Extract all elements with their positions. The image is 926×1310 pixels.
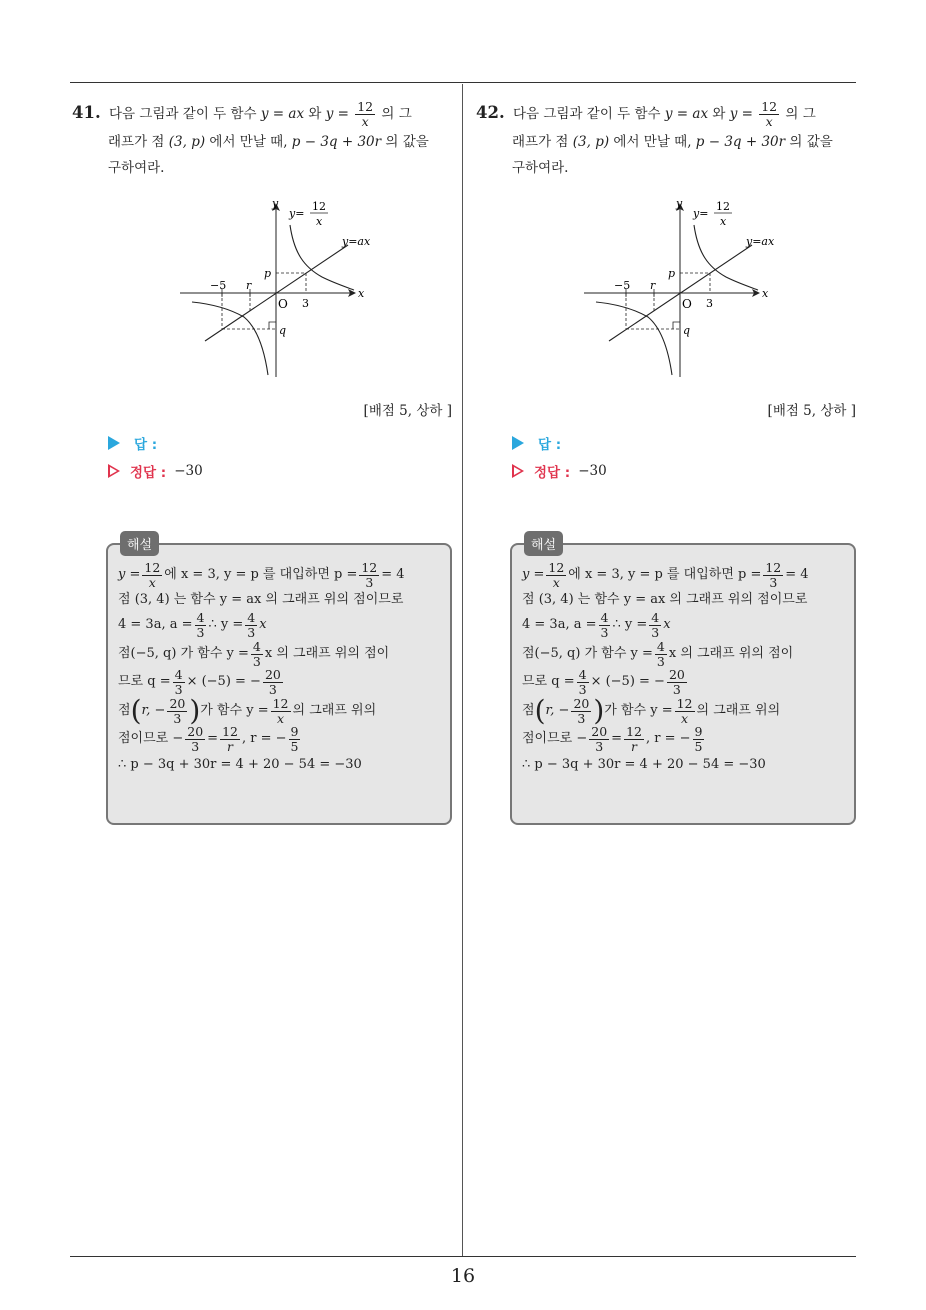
y-axis-label: y (676, 196, 683, 210)
fraction: $\frac{12}{x}$ (761, 99, 778, 129)
question-41 (72, 100, 454, 825)
footer-rule (70, 1256, 856, 1257)
solution-box (510, 537, 856, 825)
solution-line: y = $\frac{12}{x}$ 에 x = 3, y = p 를 대입하면 p = $\frac{12}{3}$ = 4 (118, 559, 405, 590)
question-number: 42. (476, 103, 505, 122)
correct-answer-label: 정답 : (534, 464, 571, 481)
correct-answer-value: −30 (578, 462, 607, 479)
line-label: y=ax (342, 234, 371, 248)
curve-label-den: x (316, 214, 323, 228)
curve-label-den: x (720, 214, 727, 228)
right-angle-mark (269, 322, 276, 329)
function-graph (172, 195, 372, 385)
hyperbola-q3 (596, 302, 672, 375)
correct-answer-label: 정답 : (130, 464, 167, 481)
solution-line: 점(−5, q) 가 함수 y = $\frac{4}{3}$ x 의 그래프 위의 점이 (118, 638, 390, 669)
x-axis-label: x (358, 286, 365, 300)
y-axis-label: y (272, 196, 279, 210)
play-triangle-icon (512, 436, 524, 450)
solution-tag: 해설 (120, 531, 159, 556)
question-line-2: 래프가 점 (3, p) 에서 만날 때, p − 3q + 30r 의 값을 (512, 133, 833, 150)
solution-line: 점 ( r, − $\frac{20}{3}$ ) 가 함수 y = $\frac{12}{x}$ 의 그래프 위의 (522, 694, 781, 727)
hyperbola-q3 (192, 302, 268, 375)
column-divider (462, 84, 463, 1256)
outline-triangle-icon (512, 464, 524, 478)
solution-tag: 해설 (524, 531, 563, 556)
solution-line: 점 ( r, − $\frac{20}{3}$ ) 가 함수 y = $\frac{12}{x}$ 의 그래프 위의 (118, 694, 377, 727)
function-graph (576, 195, 776, 385)
tick-r-label: r (650, 278, 656, 292)
solution-line: 점(−5, q) 가 함수 y = $\frac{4}{3}$ x 의 그래프 위의 점이 (522, 638, 794, 669)
solution-line: 점이므로 − $\frac{20}{3}$ = $\frac{12}{r}$ , r = − $\frac{9}{5}$ (522, 724, 703, 754)
outline-triangle-icon (108, 464, 120, 478)
solution-line: 4 = 3a, a = $\frac{4}{3}$ ∴ y = $\frac{4}{3}$ x (522, 610, 671, 640)
score-label: [배점 5, 상하 ] (767, 402, 856, 419)
solution-line: 점 (3, 4) 는 함수 y = ax 의 그래프 위의 점이므로 (118, 592, 404, 608)
header-rule (70, 82, 856, 83)
question-line-2: 래프가 점 (3, p) 에서 만날 때, p − 3q + 30r 의 값을 (108, 133, 429, 150)
correct-answer-value: −30 (174, 462, 203, 479)
solution-box (106, 537, 452, 825)
answer-row (108, 433, 454, 453)
solution-body (522, 561, 846, 776)
solution-line: 므로 q = $\frac{4}{3}$ × (−5) = − $\frac{20}{3}$ (118, 667, 281, 697)
curve-label-lhs: y= (693, 206, 709, 220)
x-axis-label: x (762, 286, 769, 300)
curve-label-lhs: y= (289, 206, 305, 220)
question-line-1: 41. 다음 그림과 같이 두 함수 y = ax 와 y = $\frac{12}{x}$ 의 그 (72, 99, 412, 129)
solution-line: ∴ p − 3q + 30r = 4 + 20 − 54 = −30 (118, 756, 362, 772)
fraction: $\frac{12}{x}$ (357, 99, 374, 129)
origin-label: O (278, 296, 288, 311)
curve-label-num: 12 (716, 199, 730, 213)
solution-line: y = $\frac{12}{x}$ 에 x = 3, y = p 를 대입하면 p = $\frac{12}{3}$ = 4 (522, 559, 809, 590)
score-label: [배점 5, 상하 ] (363, 402, 452, 419)
tick-neg5-label: −5 (210, 278, 227, 292)
solution-line: 므로 q = $\frac{4}{3}$ × (−5) = − $\frac{20}{3}$ (522, 667, 685, 697)
solution-line: ∴ p − 3q + 30r = 4 + 20 − 54 = −30 (522, 756, 766, 772)
question-line-3: 구하여라. (108, 159, 165, 176)
solution-line: 4 = 3a, a = $\frac{4}{3}$ ∴ y = $\frac{4}{3}$ x (118, 610, 267, 640)
solution-line: 점이므로 − $\frac{20}{3}$ = $\frac{12}{r}$ , r = − $\frac{9}{5}$ (118, 724, 299, 754)
question-line-1: 42. 다음 그림과 같이 두 함수 y = ax 와 y = $\frac{12}{x}$ 의 그 (476, 99, 816, 129)
solution-body (118, 561, 442, 776)
tick-r-label: r (246, 278, 252, 292)
question-line-3: 구하여라. (512, 159, 569, 176)
tick-3-label: 3 (706, 296, 713, 310)
question-42 (476, 100, 858, 825)
tick-neg5-label: −5 (614, 278, 631, 292)
right-angle-mark (673, 322, 680, 329)
tick-p-label: p (264, 266, 272, 280)
play-triangle-icon (108, 436, 120, 450)
answer-label: 답 : (538, 436, 562, 453)
answer-label: 답 : (134, 436, 158, 453)
tick-q-label: q (683, 323, 691, 337)
tick-3-label: 3 (302, 296, 309, 310)
page-number: 16 (450, 1265, 476, 1287)
curve-label-num: 12 (312, 199, 326, 213)
tick-q-label: q (279, 323, 287, 337)
tick-p-label: p (668, 266, 676, 280)
answer-row (512, 433, 858, 453)
correct-answer-row (512, 461, 858, 481)
correct-answer-row (108, 461, 454, 481)
line-label: y=ax (746, 234, 775, 248)
origin-label: O (682, 296, 692, 311)
question-number: 41. (72, 103, 101, 122)
solution-line: 점 (3, 4) 는 함수 y = ax 의 그래프 위의 점이므로 (522, 592, 808, 608)
